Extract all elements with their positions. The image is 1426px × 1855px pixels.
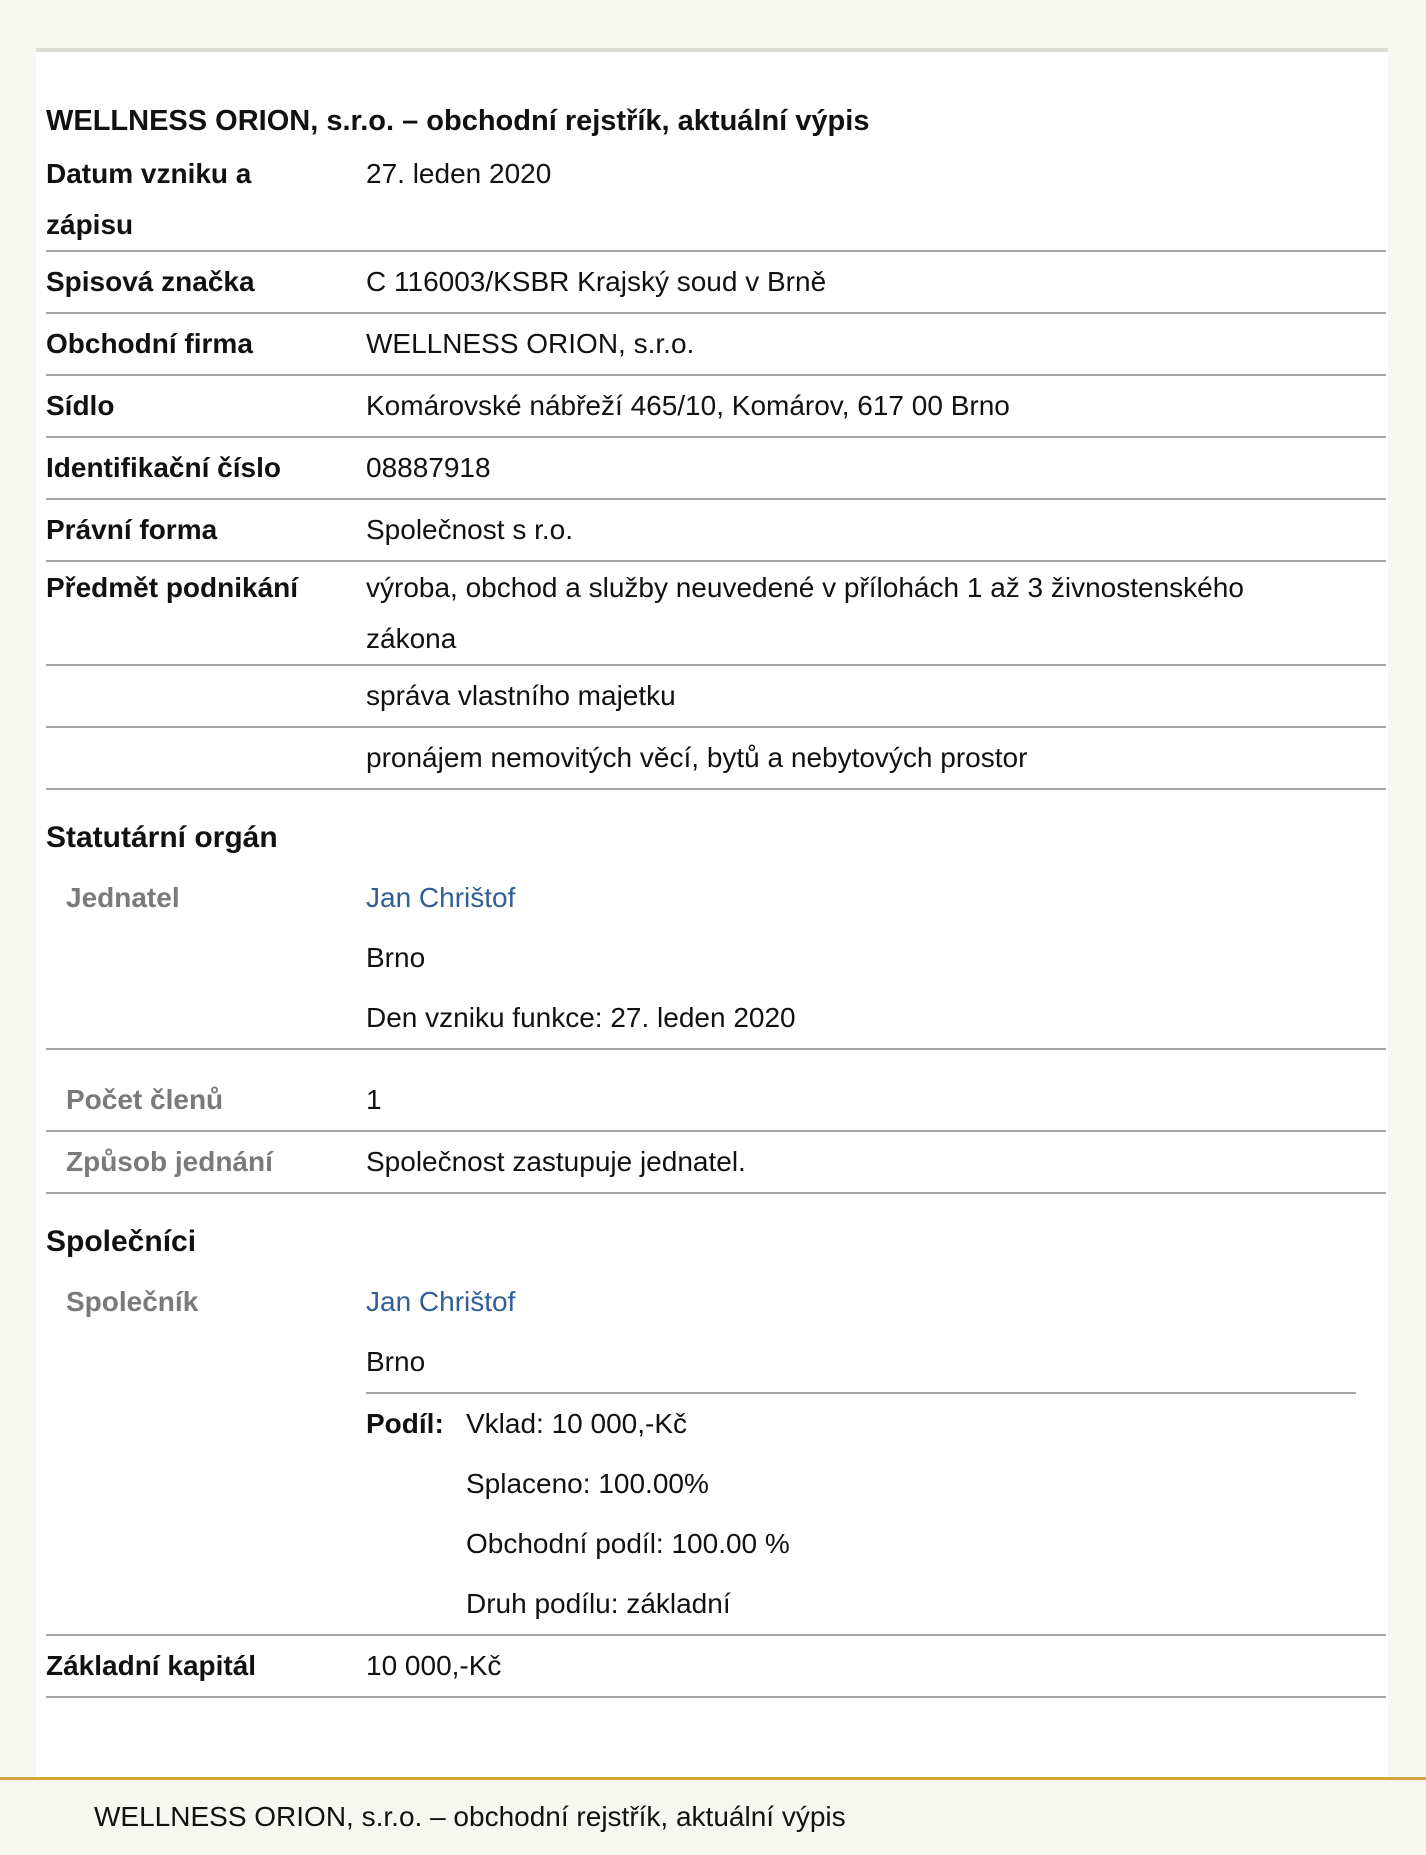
row-value: C 116003/KSBR Krajský soud v Brně (366, 266, 827, 297)
page-title: WELLNESS ORION, s.r.o. – obchodní rejstřík, aktuální výpis (46, 105, 870, 137)
row-firma (46, 314, 1386, 376)
row-value-group (366, 1272, 1386, 1634)
row-spolecnik (46, 1272, 1386, 1636)
row-label: Obchodní firma (46, 328, 253, 359)
row-value: WELLNESS ORION, s.r.o. (366, 328, 695, 359)
row-value: Společnost zastupuje jednatel. (366, 1146, 746, 1177)
share-line: Obchodní podíl: 100.00 % (466, 1528, 790, 1559)
row-label: Společník (66, 1286, 199, 1317)
footer-text: WELLNESS ORION, s.r.o. – obchodní rejstřík, aktuální výpis (94, 1801, 846, 1832)
row-value: výroba, obchod a služby neuvedené v přílohách 1 až 3 živnostenského zákona (366, 572, 1244, 654)
register-card (36, 48, 1388, 1777)
person-link[interactable]: Jan Chrištof (366, 882, 516, 913)
row-forma (46, 500, 1386, 562)
row-label: Datum vzniku a zápisu (46, 158, 252, 240)
row-label: Spisová značka (46, 266, 255, 297)
row-predmet (46, 562, 1386, 666)
row-value: 08887918 (366, 452, 491, 483)
row-predmet-2 (46, 666, 1386, 728)
row-value: Komárovské nábřeží 465/10, Komárov, 617 00 Brno (366, 390, 1010, 421)
share-details (466, 1394, 790, 1634)
person-link[interactable]: Jan Chrištof (366, 1286, 516, 1317)
row-jednatel (46, 868, 1386, 1050)
row-value: 10 000,-Kč (366, 1650, 502, 1681)
row-value-group (366, 868, 1386, 1048)
row-value: pronájem nemovitých věcí, bytů a nebytových prostor (366, 742, 1028, 773)
row-pocet (46, 1070, 1386, 1132)
row-spis (46, 252, 1386, 314)
share-label: Podíl: (366, 1408, 444, 1439)
row-label: Základní kapitál (46, 1650, 257, 1681)
row-kapital (46, 1636, 1386, 1698)
row-ico (46, 438, 1386, 500)
row-value: Společnost s r.o. (366, 514, 574, 545)
row-sidlo (46, 376, 1386, 438)
row-value: správa vlastního majetku (366, 680, 676, 711)
row-label: Sídlo (46, 390, 115, 421)
function-start: Den vzniku funkce: 27. leden 2020 (366, 1002, 796, 1033)
share-block (366, 1392, 1356, 1634)
row-label: Předmět podnikání (46, 572, 299, 603)
row-label: Počet členů (66, 1084, 224, 1115)
row-predmet-3 (46, 728, 1386, 790)
row-value: 27. leden 2020 (366, 158, 552, 189)
row-datum (46, 148, 1386, 252)
row-label-empty (46, 728, 366, 788)
footer-bar (0, 1777, 1426, 1855)
row-label: Jednatel (66, 882, 180, 913)
row-value: 1 (366, 1084, 382, 1115)
share-line: Vklad: 10 000,-Kč (466, 1408, 688, 1439)
row-label: Právní forma (46, 514, 218, 545)
person-city: Brno (366, 1346, 426, 1377)
section-statutarni: Statutární orgán (46, 821, 278, 854)
section-spolecnici: Společníci (46, 1225, 197, 1258)
row-label-empty (46, 666, 366, 726)
register-content (46, 104, 1386, 1698)
row-label: Identifikační číslo (46, 452, 281, 483)
row-label: Způsob jednání (66, 1146, 273, 1177)
person-city: Brno (366, 942, 426, 973)
share-line: Druh podílu: základní (466, 1588, 731, 1619)
row-zpusob (46, 1132, 1386, 1194)
share-line: Splaceno: 100.00% (466, 1468, 709, 1499)
